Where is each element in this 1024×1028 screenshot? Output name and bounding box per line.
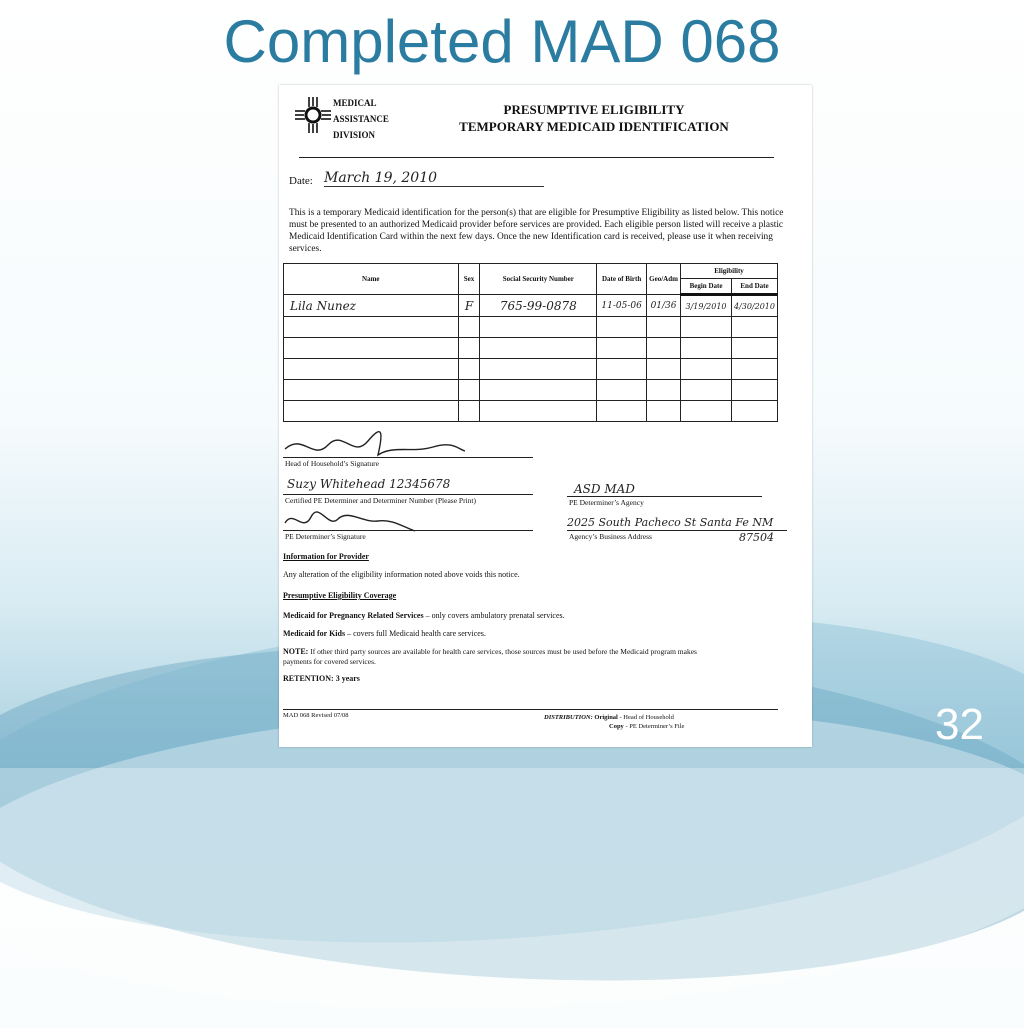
address-zip: 87504	[739, 531, 774, 544]
cell-ssn	[480, 359, 597, 380]
cell-dob	[597, 338, 647, 359]
slide-title: Completed MAD 068	[223, 8, 781, 75]
header-eligibility: Eligibility	[681, 264, 778, 279]
pregnancy-coverage	[283, 611, 565, 620]
header-sex: Sex	[458, 264, 480, 295]
cell-begin-date	[681, 338, 732, 359]
revised-label: MAD 068 Revised 07/08	[283, 712, 349, 719]
cell-begin-date	[681, 359, 732, 380]
cell-end-date	[731, 380, 777, 401]
org-line: ASSISTANCE	[333, 114, 389, 124]
header-divider	[299, 157, 774, 158]
cell-ssn	[480, 317, 597, 338]
cell-end-date	[731, 317, 777, 338]
distribution-original-text: - Head of Household	[617, 714, 674, 721]
address-value: 2025 South Pacheco St Santa Fe NM	[567, 516, 774, 529]
cell-geo-adm	[647, 338, 681, 359]
agency-label: PE Determiner’s Agency	[569, 498, 644, 507]
header-dob: Date of Birth	[597, 264, 647, 295]
form-title-line2: TEMPORARY MEDICAID IDENTIFICATION	[459, 119, 729, 134]
certified-line	[283, 494, 533, 495]
header-geo-adm: Geo/Adm	[647, 264, 681, 295]
address-label: Agency’s Business Address	[569, 532, 652, 541]
table-row	[284, 338, 778, 359]
retention-label: RETENTION:	[283, 674, 334, 683]
retention-value: 3 years	[335, 674, 360, 683]
slide-number: 32	[935, 700, 984, 749]
cell-name	[284, 359, 459, 380]
distribution-block	[544, 713, 684, 731]
determiner-signature-line	[283, 530, 533, 531]
cell-sex	[458, 359, 480, 380]
cell-dob	[597, 317, 647, 338]
info-provider-text: Any alteration of the eligibility information noted above voids this notice.	[283, 570, 520, 579]
cell-geo-adm	[647, 401, 681, 422]
cell-sex	[458, 338, 480, 359]
distribution-original-bold: Original	[594, 714, 618, 721]
cell-begin-date	[681, 317, 732, 338]
cell-name	[284, 380, 459, 401]
cell-ssn	[480, 401, 597, 422]
header-begin-date: Begin Date	[681, 279, 732, 295]
form-title	[429, 101, 759, 135]
coverage-heading: Presumptive Eligibility Coverage	[283, 591, 397, 600]
cell-name: Lila Nunez	[284, 295, 459, 317]
cell-geo-adm	[647, 317, 681, 338]
organization-name	[333, 95, 389, 143]
cell-dob: 11-05-06	[597, 295, 647, 317]
cell-begin-date	[681, 380, 732, 401]
eligibility-table	[283, 263, 778, 422]
cell-geo-adm	[647, 359, 681, 380]
kids-text: – covers full Medicaid health care services.	[345, 629, 486, 638]
certified-label: Certified PE Determiner and Determiner Number (Please Print)	[285, 496, 476, 505]
cell-dob	[597, 380, 647, 401]
cell-begin-date: 3/19/2010	[681, 295, 732, 317]
note-text: If other third party sources are available for health care services, those sources must be used before the Medicaid program makes payments for covered services.	[283, 647, 697, 666]
kids-bold: Medicaid for Kids	[283, 629, 346, 638]
retention	[283, 674, 360, 683]
form-title-line1: PRESUMPTIVE ELIGIBILITY	[503, 102, 685, 117]
cell-sex	[458, 401, 480, 422]
cell-end-date	[731, 338, 777, 359]
footer-divider	[283, 709, 778, 710]
cell-dob	[597, 401, 647, 422]
org-line: MEDICAL	[333, 98, 377, 108]
header-end-date: End Date	[731, 279, 777, 295]
table-row	[284, 380, 778, 401]
note-label: NOTE:	[283, 647, 309, 656]
table-row	[284, 295, 778, 317]
notice-paragraph: This is a temporary Medicaid identification for the person(s) that are eligible for Presumptive Eligibility as listed below. This notice must be presented to an authorized Medicaid provider before services are provided. Each eligible person listed will receive a plastic Medicaid Identification Card within the next few days. Once the new Identification card is received, please use it when receiving services.	[289, 208, 784, 254]
table-row	[284, 401, 778, 422]
cell-begin-date	[681, 401, 732, 422]
cell-sex	[458, 317, 480, 338]
cell-geo-adm: 01/36	[647, 295, 681, 317]
pregnancy-text: – only covers ambulatory prenatal services.	[423, 611, 565, 620]
kids-coverage	[283, 629, 486, 638]
cell-ssn: 765-99-0878	[480, 295, 597, 317]
date-value: March 19, 2010	[324, 170, 544, 187]
cell-sex: F	[458, 295, 480, 317]
distribution-copy-bold: Copy	[609, 723, 624, 730]
distribution-label: DISTRIBUTION:	[544, 714, 593, 721]
table-row	[284, 317, 778, 338]
hoh-signature-label: Head of Household’s Signature	[285, 459, 379, 468]
note-block	[283, 647, 713, 667]
cell-ssn	[480, 380, 597, 401]
cell-end-date	[731, 359, 777, 380]
cell-end-date: 4/30/2010	[731, 295, 777, 317]
agency-value: ASD MAD	[574, 482, 635, 496]
zia-sun-logo-icon	[293, 95, 333, 135]
determiner-signature-label: PE Determiner’s Signature	[285, 532, 366, 541]
hoh-signature-line	[283, 457, 533, 458]
agency-line	[567, 496, 762, 497]
distribution-copy-text: - PE Determiner’s File	[623, 723, 685, 730]
cell-end-date	[731, 401, 777, 422]
org-line: DIVISION	[333, 130, 376, 140]
cell-name	[284, 317, 459, 338]
date-label: Date:	[289, 175, 313, 187]
cell-dob	[597, 359, 647, 380]
cell-name	[284, 338, 459, 359]
cell-geo-adm	[647, 380, 681, 401]
table-row	[284, 359, 778, 380]
info-provider-heading: Information for Provider	[283, 552, 369, 561]
cell-sex	[458, 380, 480, 401]
cell-name	[284, 401, 459, 422]
form-document	[279, 85, 812, 747]
certified-name-value: Suzy Whitehead 12345678	[287, 477, 451, 491]
cell-ssn	[480, 338, 597, 359]
pregnancy-bold: Medicaid for Pregnancy Related Services	[283, 611, 424, 620]
header-ssn: Social Security Number	[480, 264, 597, 295]
header-name: Name	[284, 264, 459, 295]
